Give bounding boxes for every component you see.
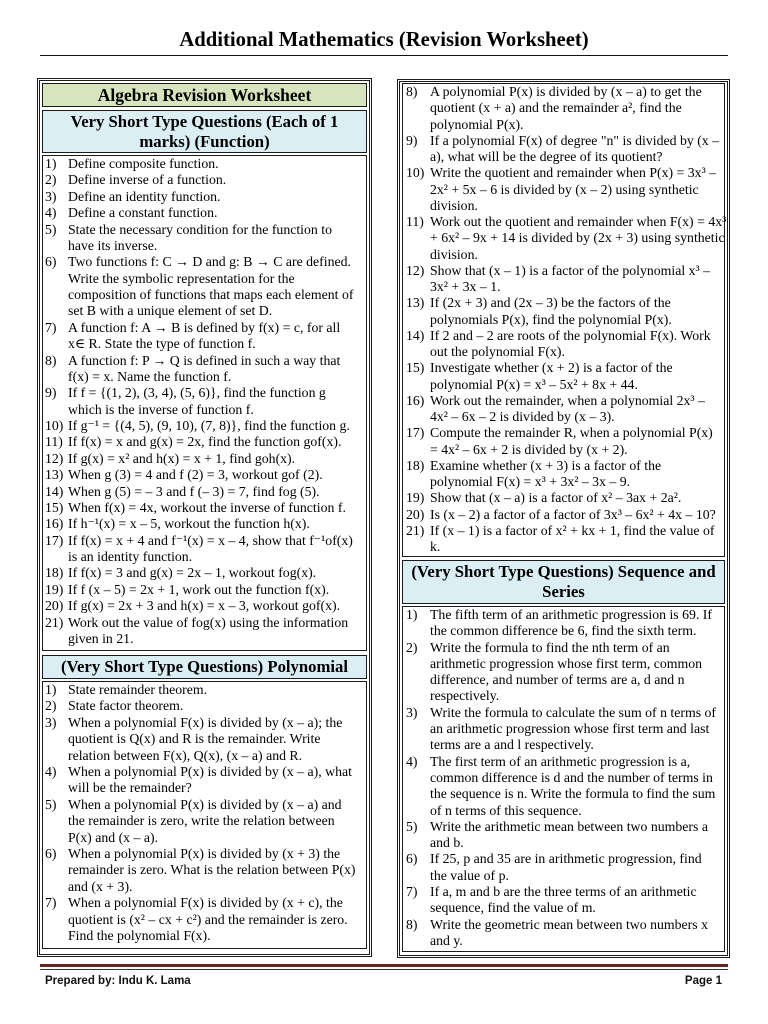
question-text-line: If 25, p and 35 are in arithmetic progression, find <box>430 851 702 867</box>
question-text-line: arithmetic progression whose first term, common <box>430 655 703 671</box>
question-number: 4) <box>45 205 57 221</box>
question-text-line: Work out the remainder, when a polynomial 2x³ – <box>430 392 705 408</box>
left-column-panel <box>37 78 372 957</box>
question-item <box>406 263 724 296</box>
question-item <box>406 425 724 458</box>
polynomial-section-heading: (Very Short Type Questions) Polynomial <box>42 655 367 679</box>
question-text-line: If f (x – 5) = 2x + 1, work out the function f(x). <box>68 581 330 597</box>
question-item <box>45 205 366 221</box>
question-text-line: Define inverse of a function. <box>68 172 227 188</box>
question-item <box>45 172 366 188</box>
question-text-line: terms are a and l respectively. <box>430 737 594 753</box>
question-number: 4) <box>45 764 57 780</box>
question-text-line: respectively. <box>430 688 500 704</box>
question-item <box>406 607 724 640</box>
question-item <box>45 598 366 614</box>
question-item <box>45 615 366 648</box>
question-number: 6) <box>45 254 57 270</box>
question-item <box>406 851 724 884</box>
question-text-line: When a polynomial P(x) is divided by (x + 3) the <box>68 846 341 862</box>
question-number: 6) <box>45 846 57 862</box>
question-number: 11) <box>406 214 424 229</box>
question-item <box>45 353 366 386</box>
question-number: 14) <box>406 327 425 343</box>
question-item <box>45 156 366 172</box>
question-text-line: A function f: A → B is defined by f(x) = c, for all <box>68 319 341 335</box>
question-text-line: Define a constant function. <box>68 205 218 221</box>
question-text-line: If f(x) = x and g(x) = 2x, find the function gof(x). <box>68 434 342 450</box>
question-text-line: Work out the quotient and remainder when F(x) = 4x³ <box>430 214 727 229</box>
question-text-line: Define composite function. <box>68 156 219 171</box>
question-item <box>45 385 366 418</box>
question-text-line: k. <box>430 539 441 554</box>
question-text-line: is an identity function. <box>68 549 193 564</box>
polynomial-questions-list-part-2 <box>402 83 725 557</box>
question-text-line: If a, m and b are the three terms of an arithmetic <box>430 884 697 900</box>
question-number: 5) <box>45 221 57 237</box>
question-item <box>45 222 366 255</box>
question-item <box>45 715 366 764</box>
question-item <box>45 484 366 500</box>
question-text-line: division. <box>430 197 478 213</box>
question-text-line: If g⁻¹ = {(4, 5), (9, 10), (7, 8)}, find the function g. <box>68 418 350 433</box>
question-text-line: If 2 and – 2 are roots of the polynomial F(x). Work <box>430 327 711 343</box>
question-text-line: and b. <box>430 835 464 851</box>
question-number: 17) <box>45 532 64 548</box>
question-text-line: When a polynomial F(x) is divided by (x + c), the <box>68 895 343 911</box>
question-item <box>406 393 724 426</box>
question-number: 3) <box>45 714 57 730</box>
question-number: 21) <box>45 614 64 630</box>
question-item <box>406 884 724 917</box>
question-text-line: 4x² – 6x – 2 is divided by (x – 3). <box>430 409 615 424</box>
question-number: 13) <box>45 467 64 483</box>
question-text-line: polynomial F(x) = x³ + 3x² – 3x – 9. <box>430 474 631 489</box>
question-text-line: When g (3) = 4 and f (2) = 3, workout gof (2). <box>68 467 323 483</box>
question-number: 16) <box>45 516 64 532</box>
function-questions-list <box>42 155 367 651</box>
question-item <box>406 705 724 754</box>
question-item <box>45 565 366 581</box>
question-text-line: Examine whether (x + 3) is a factor of the <box>430 457 662 473</box>
question-number: 19) <box>406 490 425 506</box>
question-item <box>406 295 724 328</box>
question-text-line: Show that (x – a) is a factor of x² – 3ax + 2a². <box>430 490 682 506</box>
question-number: 15) <box>406 360 425 376</box>
question-number: 18) <box>406 457 425 473</box>
question-text-line: set B with a unique element of set D. <box>68 303 273 319</box>
question-text-line: Is (x – 2) a factor of a factor of 3x³ – 6x² + 4x – 10? <box>430 506 716 522</box>
question-text-line: relation between F(x), Q(x), (x – a) and R. <box>68 747 303 763</box>
question-text-line: out the polynomial F(x). <box>430 344 565 359</box>
sequence-series-questions-list <box>402 606 725 952</box>
question-text-line: the common difference be 6, find the sixth term. <box>430 623 697 639</box>
question-text-line: When g (5) = – 3 and f (– 3) = 7, find fog (5). <box>68 483 320 499</box>
question-text-line: = 4x² – 6x + 2 is divided by (x + 2). <box>430 441 628 457</box>
question-number: 5) <box>406 818 418 834</box>
question-item <box>45 533 366 566</box>
footer-page-number: Page 1 <box>684 975 722 987</box>
question-text-line: If h⁻¹(x) = x – 5, workout the function h(x). <box>68 516 310 532</box>
question-text-line: Work out the value of fog(x) using the information <box>68 614 349 630</box>
question-number: 19) <box>45 581 64 597</box>
question-item <box>45 320 366 353</box>
question-text-line: State remainder theorem. <box>68 682 208 697</box>
question-item <box>406 165 724 214</box>
question-text-line: Write the arithmetic mean between two numbers a <box>430 818 708 834</box>
question-item <box>45 434 366 450</box>
question-text-line: composition of functions that maps each element of <box>68 287 354 302</box>
question-text-line: A function f: P → Q is defined in such a way that <box>68 352 341 368</box>
question-item <box>406 819 724 852</box>
footer-rule <box>40 964 728 970</box>
question-number: 20) <box>45 598 64 614</box>
question-number: 3) <box>406 704 418 720</box>
question-number: 9) <box>406 132 418 148</box>
question-text-line: and y. <box>430 932 463 948</box>
question-text-line: the remainder is zero, write the relation between <box>68 813 335 829</box>
question-number: 10) <box>406 165 425 181</box>
question-text-line: Write the quotient and remainder when P(x) = 3x³ – <box>430 165 717 181</box>
question-text-line: polynomial P(x). <box>430 116 524 132</box>
question-item <box>45 797 366 846</box>
question-text-line: If f(x) = x + 4 and f⁻¹(x) = x – 4, show that f⁻¹of(x) <box>68 532 353 548</box>
question-text-line: which is the inverse of function f. <box>68 401 254 417</box>
question-text-line: If (x – 1) is a factor of x² + kx + 1, find the value of <box>430 522 715 538</box>
question-text-line: Investigate whether (x + 2) is a factor of the <box>430 360 673 376</box>
question-text-line: If f(x) = 3 and g(x) = 2x – 1, workout fog(x). <box>68 565 317 581</box>
question-item <box>406 754 724 819</box>
question-text-line: the value of p. <box>430 867 509 883</box>
question-text-line: Write the geometric mean between two numbers x <box>430 916 708 932</box>
question-text-line: polynomials P(x), find the polynomial P(x). <box>430 311 672 327</box>
question-item <box>406 84 724 133</box>
question-item <box>406 328 724 361</box>
question-number: 4) <box>406 753 418 769</box>
question-text-line: When a polynomial P(x) is divided by (x – a), what <box>68 764 352 780</box>
sequence-series-section-heading: (Very Short Type Questions) Sequence and Series <box>402 560 725 604</box>
question-number: 7) <box>45 895 57 911</box>
question-number: 5) <box>45 796 57 812</box>
question-text-line: If (2x + 3) and (2x – 3) be the factors of the <box>430 295 671 311</box>
question-number: 3) <box>45 188 57 204</box>
question-text-line: P(x) and (x – a). <box>68 829 159 845</box>
question-text-line: a), what will be the degree of its quotient? <box>430 149 663 164</box>
question-text-line: common difference is d and the number of terms in <box>430 769 713 785</box>
question-text-line: 2x² + 5x – 6 is divided by (x – 2) using synthetic <box>430 181 699 197</box>
question-item <box>45 846 366 895</box>
question-item <box>45 418 366 434</box>
question-number: 2) <box>45 698 57 714</box>
question-number: 6) <box>406 851 418 867</box>
question-text-line: If g(x) = 2x + 3 and h(x) = x – 3, workout gof(x). <box>68 598 341 614</box>
question-number: 10) <box>45 418 64 433</box>
question-item <box>45 895 366 944</box>
question-number: 9) <box>45 385 57 401</box>
question-text-line: x∈ R. State the type of function f. <box>68 336 256 352</box>
question-number: 12) <box>45 450 64 466</box>
question-text-line: division. <box>430 246 478 262</box>
page-title: Additional Mathematics (Revision Worksheet) <box>179 29 589 51</box>
question-text-line: an arithmetic progression whose first term and last <box>430 721 710 737</box>
question-item <box>45 189 366 205</box>
question-text-line: State the necessary condition for the function to <box>68 221 332 237</box>
question-item <box>406 458 724 491</box>
question-text-line: quotient is Q(x) and R is the remainder. Write <box>68 731 321 747</box>
question-text-line: Write the formula to find the nth term of an <box>430 639 670 655</box>
question-text-line: Two functions f: C → D and g: B → C are defined. <box>68 254 351 270</box>
question-number: 12) <box>406 262 425 278</box>
question-item <box>406 214 727 263</box>
question-text-line: Write the symbolic representation for the <box>68 270 295 286</box>
question-text-line: the sequence is n. Write the formula to find the sum <box>430 786 716 802</box>
question-number: 18) <box>45 565 64 581</box>
question-text-line: given in 21. <box>68 630 134 646</box>
right-column-panel <box>397 79 730 958</box>
question-text-line: quotient (x + a) and the remainder a², find the <box>430 100 682 116</box>
question-number: 17) <box>406 425 425 441</box>
question-text-line: Show that (x – 1) is a factor of the polynomial x³ – <box>430 262 711 278</box>
question-number: 7) <box>406 884 418 900</box>
question-item <box>45 582 366 598</box>
question-text-line: If a polynomial F(x) of degree "n" is divided by (x – <box>430 132 720 148</box>
question-text-line: and (x + 3). <box>68 878 133 894</box>
question-text-line: will be the remainder? <box>68 780 192 796</box>
question-text-line: + 6x² – 9x + 14 is divided by (2x + 3) using synthetic <box>430 230 725 246</box>
question-text-line: The first term of an arithmetic progression is a, <box>430 753 691 769</box>
question-item <box>45 764 366 797</box>
question-item <box>45 451 366 467</box>
question-text-line: If f = {(1, 2), (3, 4), (5, 6)}, find the function g <box>68 385 326 401</box>
question-number: 1) <box>45 156 57 171</box>
question-number: 7) <box>45 319 57 335</box>
question-text-line: Compute the remainder R, when a polynomial P(x) <box>430 425 713 441</box>
question-text-line: 3x² + 3x – 1. <box>430 279 501 294</box>
question-item <box>45 682 366 698</box>
question-text-line: Find the polynomial F(x). <box>68 928 211 944</box>
question-item <box>45 698 366 714</box>
question-text-line: A polynomial P(x) is divided by (x – a) to get the <box>430 84 702 99</box>
question-item <box>406 360 724 393</box>
question-number: 2) <box>45 172 57 188</box>
question-number: 8) <box>406 84 418 99</box>
question-text-line: If g(x) = x² and h(x) = x + 1, find goh(x). <box>68 450 296 466</box>
polynomial-questions-list-part-1 <box>42 681 367 949</box>
question-text-line: remainder is zero. What is the relation between P(x) <box>68 862 356 878</box>
question-text-line: difference, and number of terms are a, d and n <box>430 672 685 688</box>
question-number: 20) <box>406 506 425 522</box>
question-text-line: The fifth term of an arithmetic progression is 69. If <box>430 607 712 622</box>
question-item <box>45 516 366 532</box>
function-section-heading: Very Short Type Questions (Each of 1 marks) (Function) <box>42 110 367 153</box>
question-number: 16) <box>406 392 425 408</box>
question-text-line: Define an identity function. <box>68 188 221 204</box>
question-text-line: of n terms of this sequence. <box>430 802 582 818</box>
title-underline <box>40 55 728 56</box>
question-text-line: When a polynomial F(x) is divided by (x – a); the <box>68 714 343 730</box>
question-item <box>406 507 724 523</box>
question-item <box>406 133 724 166</box>
question-number: 15) <box>45 499 64 515</box>
question-number: 1) <box>406 607 418 622</box>
question-text-line: When a polynomial P(x) is divided by (x – a) and <box>68 796 342 812</box>
question-text-line: When f(x) = 4x, workout the inverse of function f. <box>68 499 346 515</box>
worksheet-title: Algebra Revision Worksheet <box>42 83 367 107</box>
question-text-line: State factor theorem. <box>68 698 184 714</box>
question-item <box>406 490 724 506</box>
question-text-line: Write the formula to calculate the sum of n terms of <box>430 704 717 720</box>
question-item <box>406 523 724 556</box>
footer-author: Prepared by: Indu K. Lama <box>45 975 191 987</box>
question-item <box>45 467 366 483</box>
question-number: 8) <box>45 352 57 368</box>
question-text-line: quotient is (x² – cx + c²) and the remainder is zero. <box>68 911 348 927</box>
question-number: 14) <box>45 483 64 499</box>
question-number: 1) <box>45 682 57 697</box>
question-item <box>45 254 366 320</box>
question-text-line: f(x) = x. Name the function f. <box>68 368 232 384</box>
question-number: 13) <box>406 295 425 311</box>
question-number: 8) <box>406 916 418 932</box>
question-text-line: sequence, find the value of m. <box>430 900 596 916</box>
question-number: 21) <box>406 522 425 538</box>
question-item <box>406 640 724 705</box>
question-item <box>406 917 724 950</box>
question-text-line: have its inverse. <box>68 237 158 253</box>
question-text-line: polynomial P(x) = x³ – 5x² + 8x + 44. <box>430 376 638 392</box>
question-number: 2) <box>406 639 418 655</box>
question-item <box>45 500 366 516</box>
question-number: 11) <box>45 434 63 450</box>
